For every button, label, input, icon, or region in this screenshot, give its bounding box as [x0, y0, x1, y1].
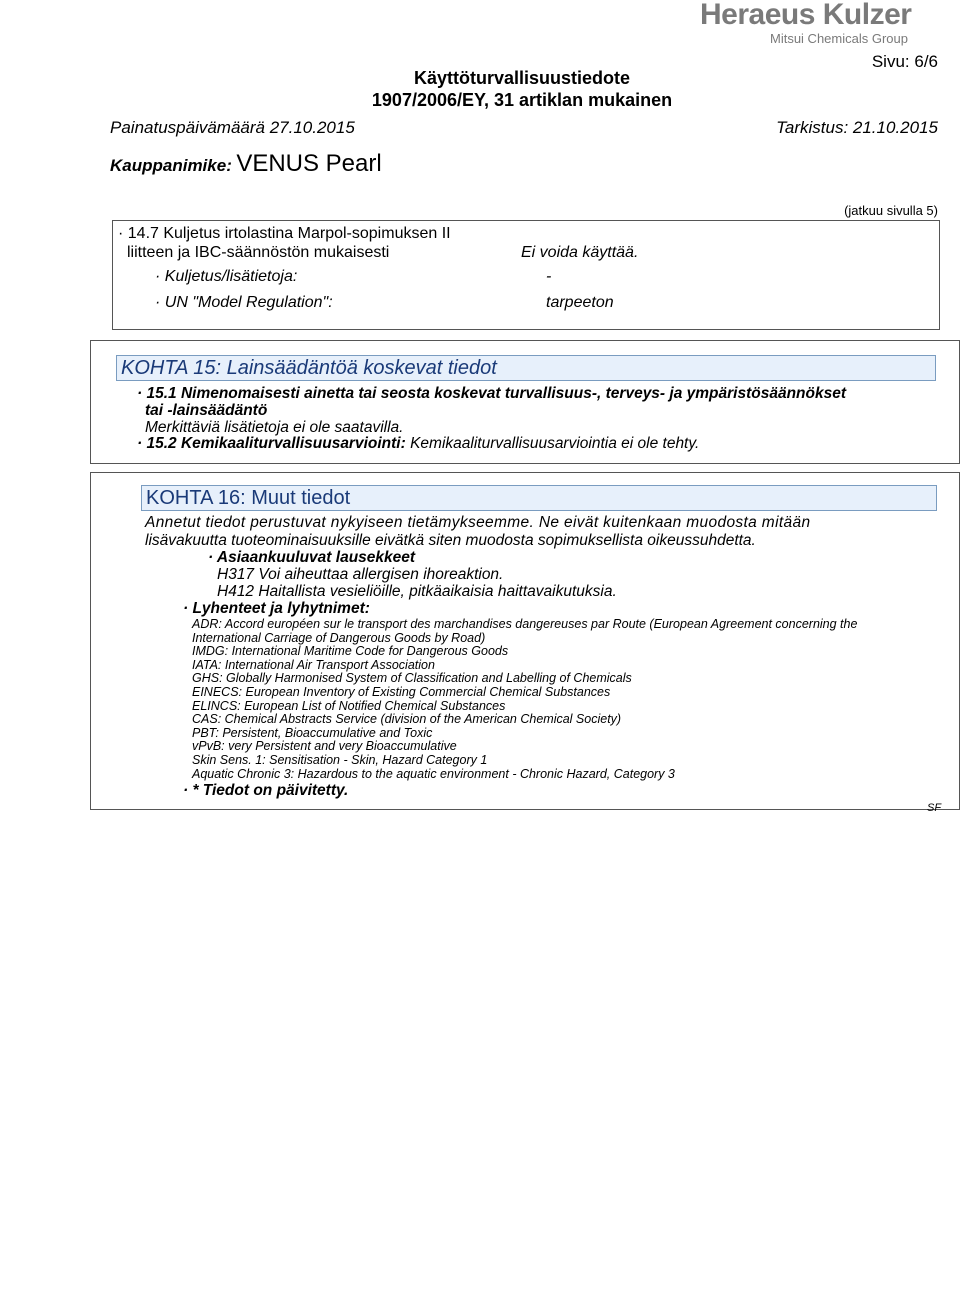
- item-14-7-value: Ei voida käyttää.: [521, 244, 639, 261]
- abbreviation-line: Aquatic Chronic 3: Hazardous to the aquatic environment - Chronic Hazard, Category 3: [192, 766, 675, 781]
- un-model-regulation-value: tarpeeton: [546, 294, 614, 311]
- item-15-1-line2: tai -lainsäädäntö: [145, 402, 268, 419]
- abbreviation-line: vPvB: very Persistent and very Bioaccumulative: [192, 739, 457, 754]
- abbreviation-line: IATA: International Air Transport Association: [192, 657, 435, 672]
- abbreviation-line: PBT: Persistent, Bioaccumulative and Toxic: [192, 725, 433, 740]
- regulation-reference: 1907/2006/EY, 31 artiklan mukainen: [371, 90, 673, 110]
- item-15-1-line1: · 15.1 Nimenomaisesti ainetta tai seosta koskevat turvallisuus-, terveys- ja ympäristösäännökset: [137, 385, 846, 402]
- updated-note: · * Tiedot on päivitetty.: [183, 782, 349, 799]
- item-15-2-label: · 15.2 Kemikaaliturvallisuusarviointi:: [137, 435, 406, 452]
- transport-info-value: -: [546, 268, 552, 285]
- country-code: SF: [927, 802, 942, 814]
- section-16-intro-line2: lisävakuutta tuoteominaisuuksille eivätkä siten muodosta sopimuksellista oikeussuhdetta.: [145, 532, 756, 549]
- item-15-2-text: Kemikaaliturvallisuusarviointia ei ole tehty.: [410, 435, 700, 452]
- abbreviation-line: ADR: Accord européen sur le transport des marchandises dangereuses par Route (European Agreement concerning the: [192, 617, 858, 631]
- product-name: VENUS Pearl: [236, 150, 382, 177]
- relevant-phrases-label: · Asiaankuuluvat lausekkeet: [208, 549, 416, 566]
- abbreviation-line: Skin Sens. 1: Sensitisation - Skin, Hazard Category 1: [192, 753, 488, 767]
- document-title: Käyttöturvallisuustiedote: [413, 68, 631, 88]
- abbreviation-line: IMDG: International Maritime Code for Dangerous Goods: [192, 644, 509, 659]
- item-14-7-line2: liitteen ja IBC-säännöstön mukaisesti: [127, 244, 390, 261]
- product-label: Kauppanimike:: [110, 156, 232, 175]
- abbreviation-line: CAS: Chemical Abstracts Service (division of the American Chemical Society): [192, 712, 622, 727]
- product-name-line: [110, 150, 382, 178]
- print-date: Painatuspäivämäärä 27.10.2015: [110, 118, 355, 137]
- un-model-regulation-label: · UN "Model Regulation":: [155, 294, 333, 311]
- phrase-h412: H412 Haitallista vesieliöille, pitkäaikaisia haittavaikutuksia.: [217, 583, 617, 600]
- section-16-heading: KOHTA 16: Muut tiedot: [141, 485, 937, 511]
- continued-note: (jatkuu sivulla 5): [844, 203, 938, 218]
- company-logo-subtitle: Mitsui Chemicals Group: [770, 31, 908, 46]
- revision-date: Tarkistus: 21.10.2015: [776, 118, 938, 137]
- item-15-2-line: [137, 435, 699, 453]
- section-16-intro-line1: Annetut tiedot perustuvat nykyiseen tietämykseemme. Ne eivät kuitenkaan muodosta mitään: [145, 514, 811, 531]
- abbreviation-line: EINECS: European Inventory of Existing Commercial Chemical Substances: [192, 685, 611, 699]
- abbreviations-label: · Lyhenteet ja lyhytnimet:: [183, 600, 370, 617]
- company-logo: Heraeus Kulzer: [700, 0, 912, 31]
- item-14-7-line1: · 14.7 Kuljetus irtolastina Marpol-sopimuksen II: [118, 225, 451, 242]
- abbreviation-line: International Carriage of Dangerous Goods by Road): [192, 630, 486, 645]
- abbreviation-line: ELINCS: European List of Notified Chemical Substances: [192, 698, 506, 713]
- abbreviation-line: GHS: Globally Harmonised System of Classification and Labelling of Chemicals: [192, 671, 632, 686]
- item-15-1-text: Merkittäviä lisätietoja ei ole saatavilla.: [145, 419, 404, 436]
- phrase-h317: H317 Voi aiheuttaa allergisen ihoreaktion.: [217, 566, 504, 583]
- page-number: Sivu: 6/6: [871, 52, 938, 71]
- section-15-heading: KOHTA 15: Lainsäädäntöä koskevat tiedot: [116, 355, 936, 381]
- transport-info-label: · Kuljetus/lisätietoja:: [155, 268, 298, 285]
